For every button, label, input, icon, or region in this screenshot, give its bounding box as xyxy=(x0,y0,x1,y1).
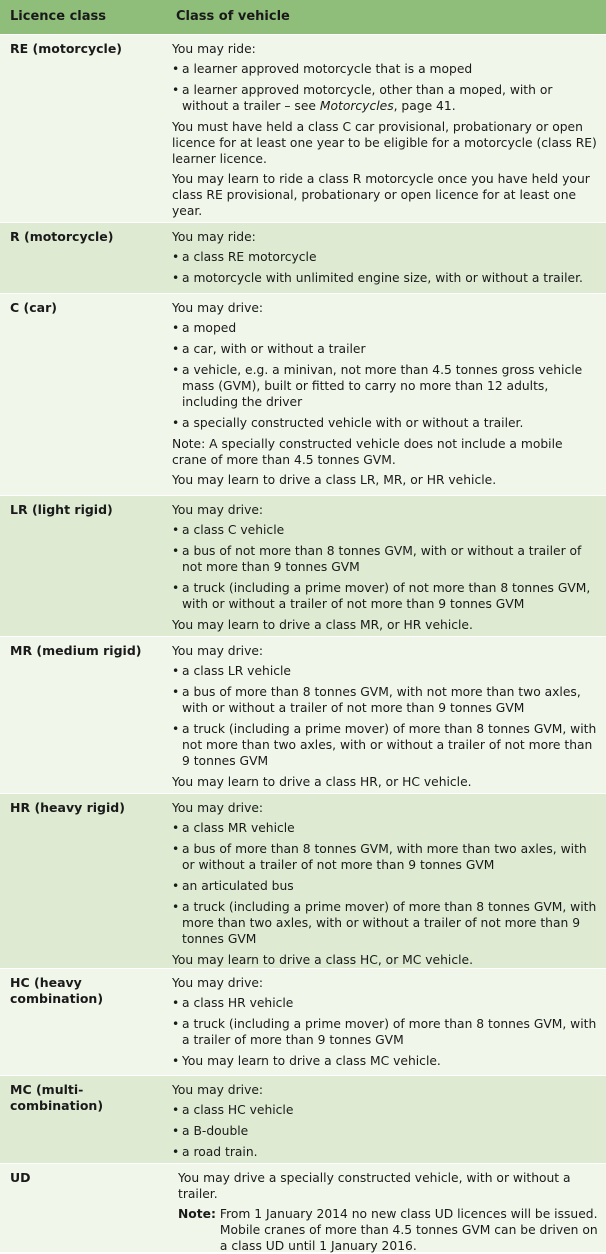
vehicle-class-cell xyxy=(160,637,606,793)
paragraph: You may learn to drive a class MR, or HR vehicle. xyxy=(172,618,473,632)
paragraph: You may learn to ride a class R motorcycle once you have held your class RE provisional, probationary or open licence for at least one year. xyxy=(172,172,590,218)
table-row xyxy=(0,223,606,294)
table-row xyxy=(0,1164,606,1253)
licence-class-cell: MR (medium rigid) xyxy=(10,643,142,658)
table-row xyxy=(0,35,606,223)
list-item: • a B-double xyxy=(172,1124,249,1138)
list-item: • a truck (including a prime mover) of more than 8 tonnes GVM, with not more than two axles, with or without a trailer of not more than 9 tonnes GVM xyxy=(172,722,597,768)
list-item: • a vehicle, e.g. a minivan, not more than 4.5 tonnes gross vehicle mass (GVM), built or fitted to carry no more than 12 adults, including the driver xyxy=(172,363,583,409)
list-item: • a class HC vehicle xyxy=(172,1103,294,1117)
vehicle-class-cell xyxy=(160,1164,606,1252)
vehicle-class-cell xyxy=(160,35,606,222)
licence-class-cell: RE (motorcycle) xyxy=(10,41,123,56)
list-item: • a class RE motorcycle xyxy=(172,250,317,264)
intro-text: You may drive: xyxy=(172,301,264,315)
header-licence-class: Licence class xyxy=(10,9,106,24)
list-item: • a truck (including a prime mover) of more than 8 tonnes GVM, with more than two axles, with or without a trailer of not more than 9 tonnes GVM xyxy=(172,900,597,946)
vehicle-class-cell xyxy=(160,294,606,495)
list-item: • You may learn to drive a class MC vehicle. xyxy=(172,1054,441,1068)
list-item: • a specially constructed vehicle with or without a trailer. xyxy=(172,416,524,430)
paragraph: You may learn to drive a class HR, or HC vehicle. xyxy=(172,775,472,789)
licence-class-cell: MC (multi-combination) xyxy=(10,1082,104,1113)
licence-class-cell: HR (heavy rigid) xyxy=(10,800,125,815)
licence-class-cell: R (motorcycle) xyxy=(10,229,114,244)
intro-text: You may drive: xyxy=(172,801,264,815)
list-item: • a bus of more than 8 tonnes GVM, with not more than two axles, with or without a trailer of not more than 9 tonnes GVM xyxy=(172,685,581,715)
note-label: Note: xyxy=(178,1207,216,1221)
header-class-of-vehicle: Class of vehicle xyxy=(176,9,290,24)
list-item: • a car, with or without a trailer xyxy=(172,342,366,356)
list-item: • a truck (including a prime mover) of more than 8 tonnes GVM, with a trailer of more than 9 tonnes GVM xyxy=(172,1017,597,1047)
vehicle-class-cell xyxy=(160,496,606,636)
table-row xyxy=(0,1076,606,1164)
list-item: • a class LR vehicle xyxy=(172,664,291,678)
paragraph: You may learn to drive a class LR, MR, or HR vehicle. xyxy=(172,473,497,487)
intro-text: You may drive: xyxy=(172,503,264,517)
list-item: • a bus of not more than 8 tonnes GVM, with or without a trailer of not more than 9 tonnes GVM xyxy=(172,544,582,574)
paragraph: You may learn to drive a class HC, or MC vehicle. xyxy=(172,953,473,967)
list-item: • a class HR vehicle xyxy=(172,996,294,1010)
vehicle-class-cell xyxy=(160,223,606,293)
vehicle-class-cell xyxy=(160,1076,606,1163)
table-row xyxy=(0,637,606,794)
list-item: • a moped xyxy=(172,321,237,335)
table-row xyxy=(0,969,606,1076)
vehicle-class-cell xyxy=(160,794,606,968)
table-header xyxy=(0,0,606,35)
note-text: From 1 January 2014 no new class UD licences will be issued. Mobile cranes of more than 4.5 tonnes GVM can be driven on a class UD until 1 January 2016. xyxy=(219,1207,598,1253)
intro-text: You may ride: xyxy=(172,230,256,244)
intro-text: You may drive: xyxy=(172,644,264,658)
note-text: Note: A specially constructed vehicle does not include a mobile crane of more than 4.5 tonnes GVM. xyxy=(172,437,563,467)
table-row xyxy=(0,794,606,969)
licence-class-cell: C (car) xyxy=(10,300,57,315)
list-item: • a motorcycle with unlimited engine size, with or without a trailer. xyxy=(172,271,583,285)
list-item: • a truck (including a prime mover) of not more than 8 tonnes GVM, with or without a trailer of not more than 9 tonnes GVM xyxy=(172,581,591,611)
note xyxy=(178,1206,600,1254)
list-item: • a class C vehicle xyxy=(172,523,285,537)
list-item: • a road train. xyxy=(172,1145,258,1159)
intro-text: You may drive: xyxy=(172,976,264,990)
table-row xyxy=(0,294,606,496)
paragraph: You must have held a class C car provisional, probationary or open licence for at least one year to be eligible for a motorcycle (class RE) learner licence. xyxy=(172,120,597,166)
list-item: • a learner approved motorcycle that is a moped xyxy=(172,62,473,76)
intro-text: You may ride: xyxy=(172,42,256,56)
intro-text: You may drive: xyxy=(172,1083,264,1097)
table-row xyxy=(0,496,606,637)
licence-class-cell: HC (heavy combination) xyxy=(10,975,104,1006)
list-item: • an articulated bus xyxy=(172,879,294,893)
licence-class-cell: LR (light rigid) xyxy=(10,502,113,517)
list-item: • a learner approved motorcycle, other than a moped, with or without a trailer – see Motorcycles, page 41. xyxy=(172,83,553,113)
intro-text: You may drive a specially constructed vehicle, with or without a trailer. xyxy=(178,1171,571,1201)
licence-class-cell: UD xyxy=(10,1170,31,1185)
list-item: • a class MR vehicle xyxy=(172,821,295,835)
vehicle-class-cell xyxy=(160,969,606,1075)
list-item: • a bus of more than 8 tonnes GVM, with more than two axles, with or without a trailer of not more than 9 tonnes GVM xyxy=(172,842,587,872)
